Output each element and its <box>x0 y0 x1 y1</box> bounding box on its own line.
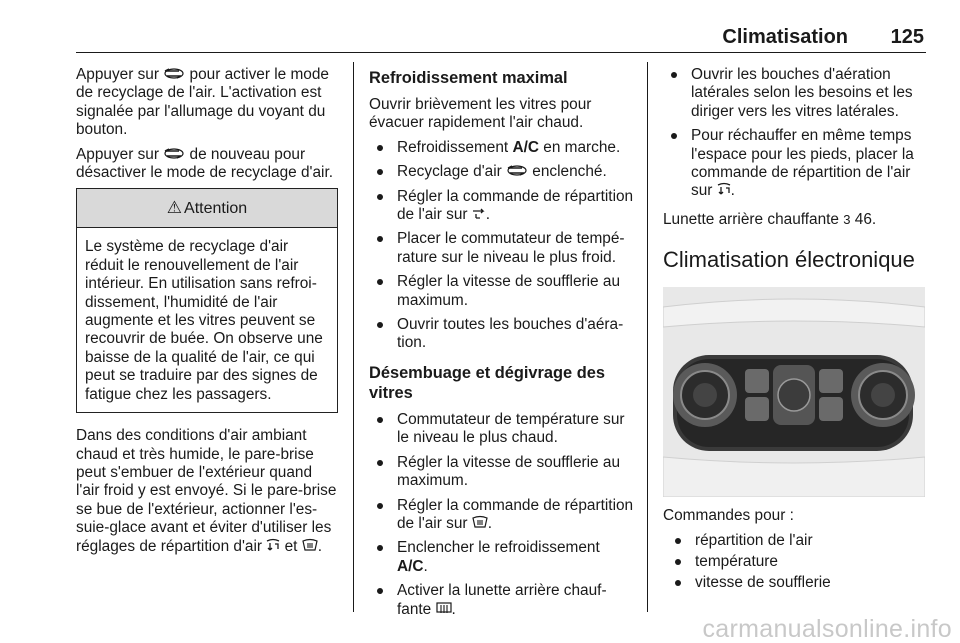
controls-list <box>663 532 928 593</box>
list-item: Régler la vitesse de soufflerie au maximum. <box>369 273 634 310</box>
heading-electronic-climate: Climatisation électronique <box>663 247 915 273</box>
demist-list <box>369 411 634 619</box>
list-item: vitesse de soufflerie <box>663 574 928 592</box>
heading-max-cooling: Refroidissement maximal <box>369 69 568 87</box>
feet-windscreen-icon <box>717 182 731 200</box>
windscreen-defrost-icon <box>472 515 488 533</box>
paragraph-recirc-on: Appuyer sur pour activer le mode de recyclage de l'air. L'activation est signalée par l'allumage du voyant du bouton. <box>76 66 329 139</box>
vent-list <box>663 66 928 201</box>
warning-title: Attention <box>184 200 248 218</box>
column-2 <box>369 66 634 629</box>
list-item: Activer la lunette arrière chauffante . <box>369 582 634 619</box>
page-number: 125 <box>890 26 924 48</box>
recirculation-icon <box>163 66 185 84</box>
face-vent-icon <box>472 206 486 224</box>
list-item: Enclencher le refroidissement A/C. <box>369 539 634 576</box>
column-3 <box>663 66 928 603</box>
list-item: Régler la commande de répartition de l'air sur . <box>369 497 634 534</box>
recirculation-icon <box>506 163 528 181</box>
list-item: Placer le commutateur de température sur le niveau le plus froid. <box>369 230 634 267</box>
rear-window-reference: Lunette arrière chauffante 3 46. <box>663 210 877 228</box>
list-item: Refroidissement A/C en marche. <box>369 139 634 157</box>
list-item: Régler la commande de répartition de l'air sur . <box>369 188 634 225</box>
column-1 <box>76 66 338 562</box>
list-item: Ouvrir les bouches d'aération latérales selon les besoins et les diriger vers les vitres latérales. <box>663 66 928 121</box>
max-cooling-list <box>369 139 634 353</box>
list-item: Régler la vitesse de soufflerie au maximum. <box>369 454 634 491</box>
controls-intro: Commandes pour : <box>663 507 794 525</box>
column-divider <box>647 62 648 612</box>
paragraph-recirc-off: Appuyer sur de nouveau pour désactiver le mode de recyclage d'air. <box>76 145 334 182</box>
recirculation-icon <box>163 146 185 164</box>
climate-control-panel-photo <box>663 287 925 497</box>
page-title: Climatisation <box>722 26 848 48</box>
watermark: carmanualsonline.info <box>702 614 952 643</box>
rear-window-heating-icon <box>436 601 452 619</box>
warning-triangle-icon: ⚠ <box>166 198 183 218</box>
list-item: Pour réchauffer en même temps l'espace pour les pieds, placer la commande de répartition de l'air sur . <box>663 127 928 201</box>
heading-demist: Désembuage et dégivrage des vitres <box>369 363 605 402</box>
windscreen-defrost-icon <box>302 538 318 556</box>
list-item: répartition de l'air <box>663 532 928 550</box>
max-cooling-intro: Ouvrir brièvement les vitres pour évacuer rapidement l'air chaud. <box>369 96 592 132</box>
list-item: Recyclage d'air enclenché. <box>369 163 634 181</box>
reference-page: 46. <box>850 210 877 228</box>
header-divider <box>76 52 926 53</box>
list-item: température <box>663 553 928 571</box>
warning-header <box>77 189 337 228</box>
list-item: Commutateur de température sur le niveau le plus chaud. <box>369 411 634 448</box>
column-divider <box>353 62 354 612</box>
list-item: Ouvrir toutes les bouches d'aération. <box>369 316 634 353</box>
paragraph-fog-outside: Dans des conditions d'air ambiant chaud et très humide, le pare-brise peut s'embuer de l'extérieur quand l'air froid y est envoyé. Si le pare-brise se bue de l'extérieur, actionner l'essuie-glace avant et éviter d'utiliser les réglages de répartition d'air et . <box>76 427 337 555</box>
page-header <box>76 28 926 50</box>
feet-windscreen-icon <box>266 538 280 556</box>
page-reference-arrow-icon: 3 <box>843 211 851 227</box>
warning-text: Le système de recyclage d'air réduit le renouvellement de l'air intérieur. En utilisation sans refroidissement, l'humidité de l'air augmente et les vitres peuvent se recouvrir de buée. On observe une baisse de la qualité de l'air, ce qui peut se traduire par des signes de fatigue chez les passagers. <box>85 238 323 403</box>
warning-box <box>76 188 338 413</box>
